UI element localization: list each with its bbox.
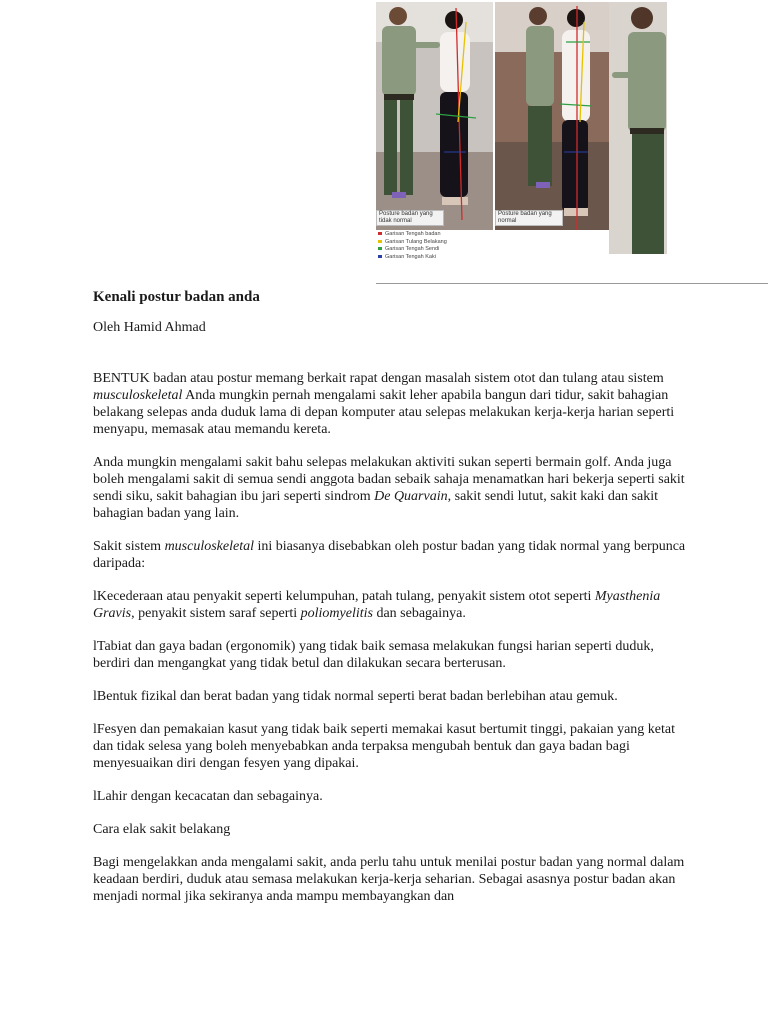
photo-legend — [378, 231, 447, 261]
paragraph-3: Sakit sistem musculoskeletal ini biasanya disebabkan oleh postur badan yang tidak normal yang berpunca daripada: — [93, 539, 686, 571]
bullet-2: lTabiat dan gaya badan (ergonomik) yang tidak baik semasa melakukan fungsi harian seperti duduk, berdiri dan mengangkat yang tidak betul dan dilakukan secara berterusan. — [93, 639, 654, 671]
bullet-1: lKecederaan atau penyakit seperti kelumpuhan, patah tulang, penyakit sistem otot seperti Myasthenia Gravis, penyakit sistem saraf seperti poliomyelitis dan sebagainya. — [93, 589, 661, 621]
legend-swatch-blue — [378, 255, 382, 258]
paragraph-2: Anda mungkin mengalami sakit bahu selepas melakukan aktiviti sukan seperti bermain golf. Anda juga boleh mengalami sakit di semua sendi anggota badan sebaik sahaja menamatkan hari bekerja seperti sakit sendi siku, sakit bahagian ibu jari seperti sindrom De Quarvain, sakit sendi lutut, sakit kaki dan sakit bahagian badan yang lain. — [93, 455, 685, 521]
legend-swatch-yellow — [378, 240, 382, 243]
article-title: Kenali postur badan anda — [93, 289, 260, 305]
legend-swatch-green — [378, 247, 382, 250]
bullet-4: lFesyen dan pemakaian kasut yang tidak baik seperti memakai kasut bertumit tinggi, pakaian yang ketat dan tidak selesa yang boleh menyebabkan anda terpaksa mengubah bentuk dan gaya badan bagi menyesuaikan diri dengan fesyen yang dipakai. — [93, 722, 675, 771]
paragraph-4: Bagi mengelakkan anda mengalami sakit, anda perlu tahu untuk menilai postur badan yang normal dalam keadaan berdiri, duduk atau semasa melakukan kerja-kerja seharian. Sebagai asasnya postur badan akan menjadi normal jika sekiranya anda mampu membayangkan dan — [93, 855, 685, 904]
legend-item: Garisan Tengah badan — [378, 231, 447, 239]
article-body — [93, 287, 693, 905]
bullet-3: lBentuk fizikal dan berat badan yang tidak normal seperti berat badan berlebihan atau gemuk. — [93, 689, 618, 704]
caption-abnormal: Posture badan yang tidak normal — [376, 210, 444, 226]
posture-photo — [376, 2, 667, 264]
horizontal-rule — [376, 283, 768, 284]
legend-swatch-red — [378, 232, 382, 235]
legend-item: Garisan Tulang Belakang — [378, 239, 447, 247]
article-byline: Oleh Hamid Ahmad — [93, 320, 206, 335]
subheading: Cara elak sakit belakang — [93, 822, 231, 837]
paragraph-1: BENTUK badan atau postur memang berkait rapat dengan masalah sistem otot dan tulang atau sistem musculoskeletal Anda mungkin pernah mengalami sakit leher apabila bangun dari tidur, sakit bahagian belakang selepas anda duduk lama di depan komputer atau selepas melakukan kerja-kerja harian seperti menyapu, memasak atau memandu kereta. — [93, 371, 675, 437]
legend-item: Garisan Tengah Sendi — [378, 246, 447, 254]
caption-normal: Posture badan yang normal — [495, 210, 563, 226]
bullet-5: lLahir dengan kecacatan dan sebagainya. — [93, 789, 323, 804]
legend-item: Garisan Tengah Kaki — [378, 254, 447, 262]
